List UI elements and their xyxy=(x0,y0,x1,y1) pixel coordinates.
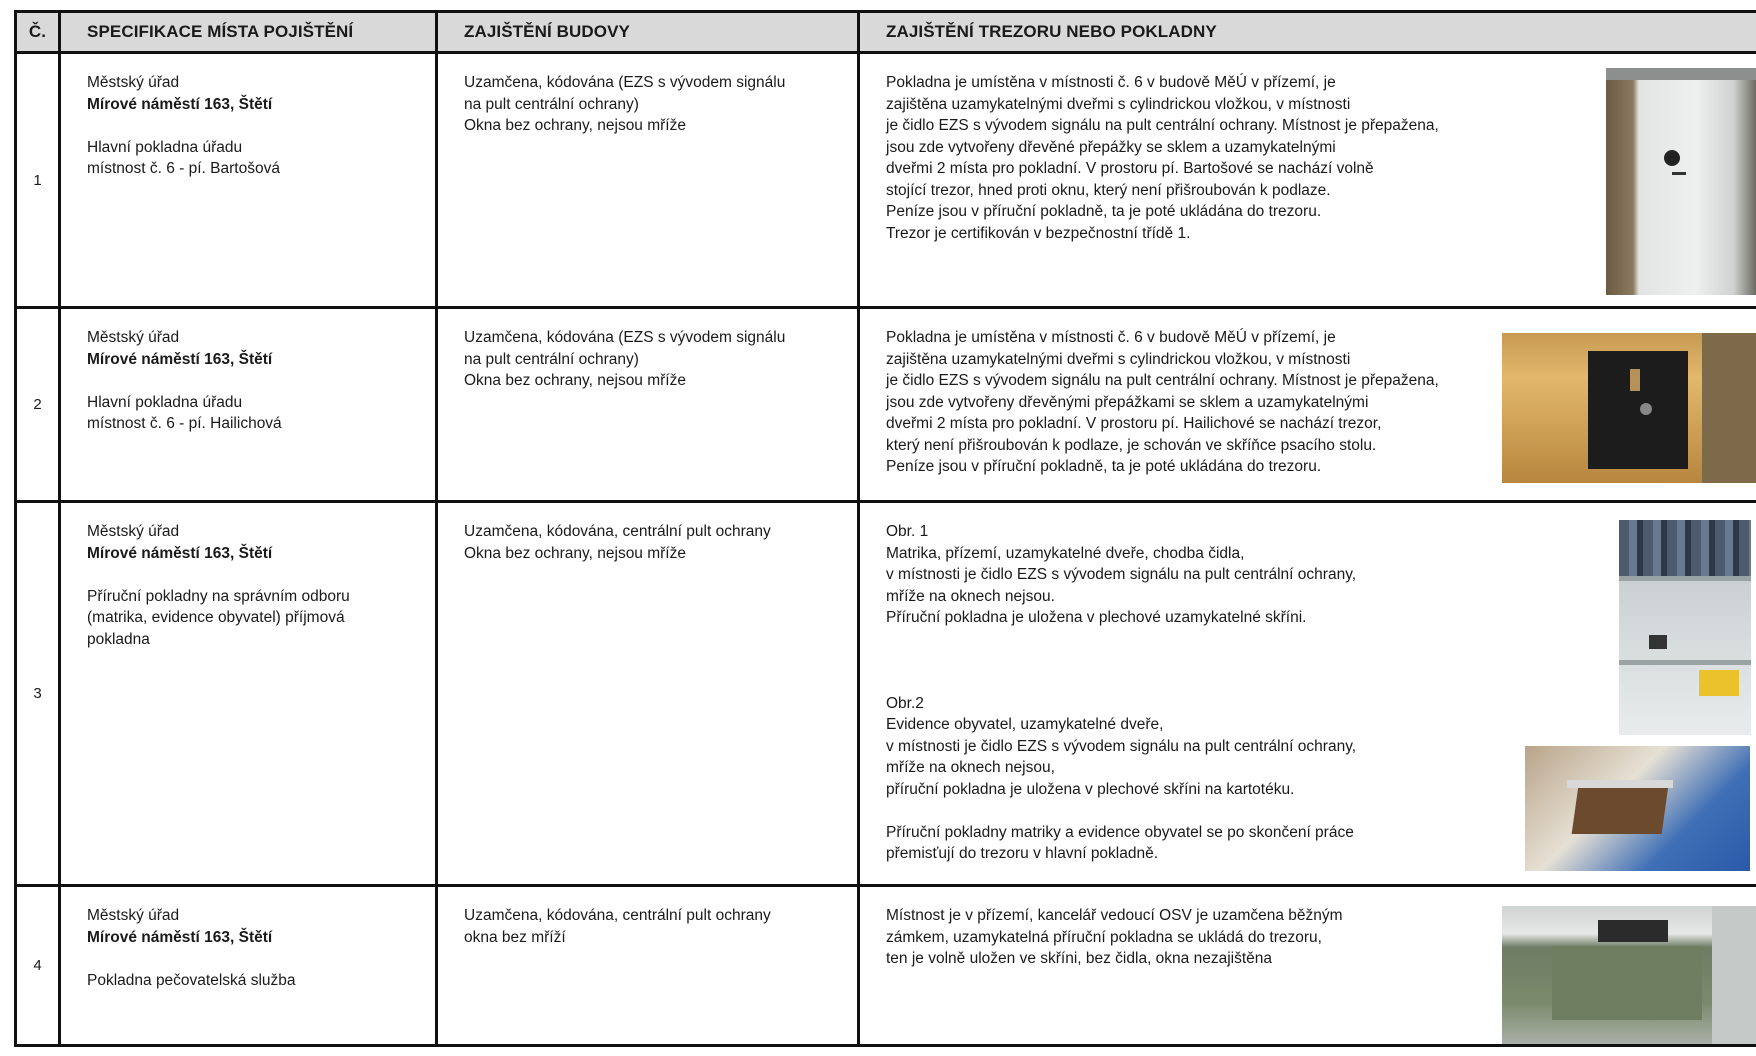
building-line: Uzamčena, kódována (EZS s vývodem signálu xyxy=(464,329,786,346)
safe-line: v místnosti je čidlo EZS s vývodem signálu na pult centrální ochrany, xyxy=(886,566,1357,583)
safe-line: přemisťují do trezoru v hlavní pokladně. xyxy=(886,845,1159,862)
building-line: Uzamčena, kódována (EZS s vývodem signálu xyxy=(464,74,786,91)
safe-line: mříže na oknech nejsou, xyxy=(886,759,1055,776)
building-line: Uzamčena, kódována, centrální pult ochrany xyxy=(464,523,771,540)
safe-line: Pokladna je umístěna v místnosti č. 6 v budově MěÚ v přízemí, je xyxy=(886,74,1336,91)
table-row xyxy=(16,886,1756,1046)
safe-line: Evidence obyvatel, uzamykatelné dveře, xyxy=(886,716,1164,733)
location-desc: Hlavní pokladna úřadu xyxy=(87,393,243,411)
location-address: Mírové náměstí 163, Štětí xyxy=(87,928,273,946)
safe-line: Příruční pokladny matriky a evidence obyvatel se po skončení práce xyxy=(886,823,1354,841)
building-line: Okna bez ochrany, nejsou mříže xyxy=(464,117,686,134)
safe-line: Matrika, přízemí, uzamykatelné dveře, chodba čidla, xyxy=(886,544,1245,562)
location-desc: Hlavní pokladna úřadu xyxy=(87,138,243,156)
safe-line: v místnosti je čidlo EZS s vývodem signálu na pult centrální ochrany, xyxy=(886,737,1357,755)
safe-line: je čidlo EZS s vývodem signálu na pult centrální ochrany. Místnost je přepažena, xyxy=(886,372,1439,389)
location-address: Mírové náměstí 163, Štětí xyxy=(87,544,273,562)
location-desc: (matrika, evidence obyvatel) příjmová xyxy=(87,609,345,626)
safe-line: Pokladna je umístěna v místnosti č. 6 v budově MěÚ v přízemí, je xyxy=(886,329,1336,346)
safe-line: Peníze jsou v příruční pokladně, ta je poté ukládána do trezoru. xyxy=(886,458,1322,475)
row-number: 3 xyxy=(16,502,60,886)
table-row xyxy=(16,53,1756,308)
location-office: Městský úřad xyxy=(87,74,180,91)
safe-line: ten je volně uložen ve skříni, bez čidla, okna nezajištěna xyxy=(886,950,1273,967)
insurance-table xyxy=(14,10,1756,1047)
safe-line: příruční pokladna je uložena v plechové skříni na kartotéku. xyxy=(886,780,1295,798)
safe-line: zámkem, uzamykatelná příruční pokladna se ukládá do trezoru, xyxy=(886,928,1322,946)
building-cell xyxy=(437,502,859,886)
location-room: místnost č. 6 - pí. Bartošová xyxy=(87,160,280,177)
location-office: Městský úřad xyxy=(87,907,180,924)
safe-line: Místnost je v přízemí, kancelář vedoucí OSV je uzamčena běžným xyxy=(886,907,1343,924)
safe-line: zajištěna uzamykatelnými dveřmi s cylindrickou vložkou, v místnosti xyxy=(886,95,1351,113)
building-cell xyxy=(437,886,859,1046)
safe-line: stojící trezor, hned proti oknu, který není přišroubován k podlaze. xyxy=(886,181,1331,199)
location-desc: Pokladna pečovatelská služba xyxy=(87,971,296,989)
location-desc: Příruční pokladny na správním odboru xyxy=(87,587,350,605)
location-cell xyxy=(60,502,437,886)
header-safe: ZAJIŠTĚNÍ TREZORU NEBO POKLADNY xyxy=(859,12,1756,53)
safe-line: Trezor je certifikován v bezpečnostní třídě 1. xyxy=(886,224,1191,242)
location-office: Městský úřad xyxy=(87,329,180,346)
table-header-row xyxy=(16,12,1756,53)
safe-line: mříže na oknech nejsou. xyxy=(886,587,1055,605)
building-line: okna bez mříží xyxy=(464,928,566,946)
safe-line: zajištěna uzamykatelnými dveřmi s cylindrickou vložkou, v místnosti xyxy=(886,350,1351,368)
safe-line: jsou zde vytvořeny dřevěnými přepážkami se sklem a uzamykatelnými xyxy=(886,393,1369,411)
building-line: na pult centrální ochrany) xyxy=(464,350,639,368)
drawer-photo-2 xyxy=(1525,746,1750,871)
row-number: 1 xyxy=(16,53,60,308)
building-line: Okna bez ochrany, nejsou mříže xyxy=(464,544,686,562)
safe-line: je čidlo EZS s vývodem signálu na pult centrální ochrany. Místnost je přepažena, xyxy=(886,117,1439,134)
safe-line: jsou zde vytvořeny dřevěné přepážky se sklem a uzamykatelnými xyxy=(886,138,1336,156)
location-address: Mírové náměstí 163, Štětí xyxy=(87,350,273,368)
table-row xyxy=(16,502,1756,886)
header-num: Č. xyxy=(16,12,60,53)
location-cell xyxy=(60,886,437,1046)
figure-label: Obr. 1 xyxy=(886,523,929,540)
header-building: ZAJIŠTĚNÍ BUDOVY xyxy=(437,12,859,53)
building-line: na pult centrální ochrany) xyxy=(464,95,639,113)
safe-line: Peníze jsou v příruční pokladně, ta je poté ukládána do trezoru. xyxy=(886,203,1322,220)
safe-line: Příruční pokladna je uložena v plechové uzamykatelné skříni. xyxy=(886,609,1307,626)
cabinet-photo-1 xyxy=(1619,520,1751,735)
safe-photo-1 xyxy=(1606,68,1756,295)
building-line: Okna bez ochrany, nejsou mříže xyxy=(464,372,686,389)
table-row xyxy=(16,308,1756,502)
safe-photo-4 xyxy=(1502,906,1756,1044)
safe-line: dveřmi 2 místa pro pokladní. V prostoru pí. Bartošové se nachází volně xyxy=(886,160,1374,177)
location-desc: pokladna xyxy=(87,630,150,648)
row-number: 2 xyxy=(16,308,60,502)
building-cell xyxy=(437,53,859,308)
location-cell xyxy=(60,308,437,502)
location-cell xyxy=(60,53,437,308)
safe-photo-2 xyxy=(1502,333,1756,483)
location-address: Mírové náměstí 163, Štětí xyxy=(87,95,273,113)
building-cell xyxy=(437,308,859,502)
location-room: místnost č. 6 - pí. Hailichová xyxy=(87,415,282,432)
safe-line: dveřmi 2 místa pro pokladní. V prostoru pí. Hailichové se nachází trezor, xyxy=(886,415,1382,432)
figure-label: Obr.2 xyxy=(886,694,924,712)
location-office: Městský úřad xyxy=(87,523,180,540)
row-number: 4 xyxy=(16,886,60,1046)
header-location: SPECIFIKACE MÍSTA POJIŠTĚNÍ xyxy=(60,12,437,53)
safe-line: který není přišroubován k podlaze, je schován ve skříňce psacího stolu. xyxy=(886,436,1377,454)
building-line: Uzamčena, kódována, centrální pult ochrany xyxy=(464,907,771,924)
